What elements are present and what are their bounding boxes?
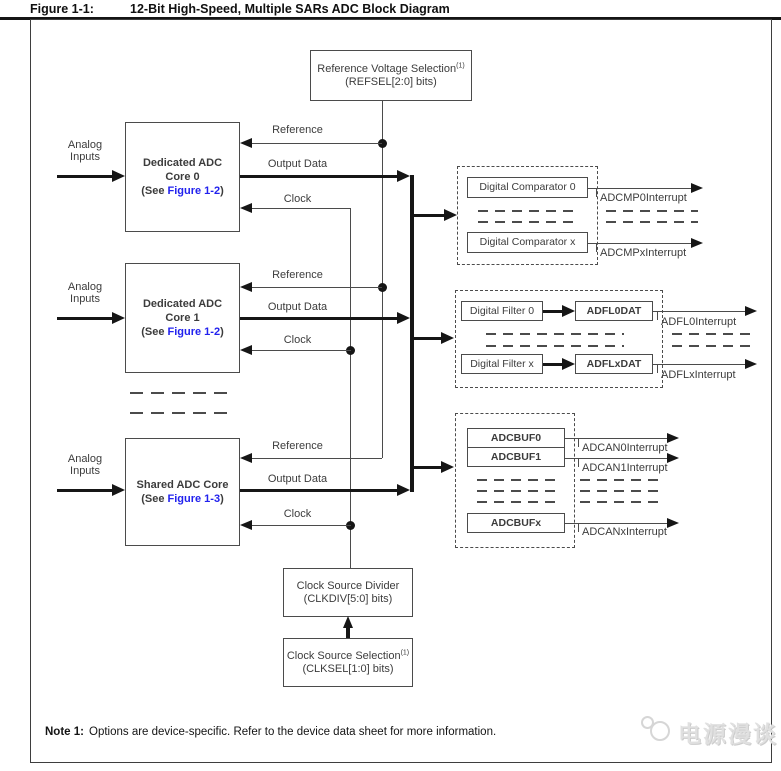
adcbuf0-box: ADCBUF0 xyxy=(467,428,565,448)
clksel-line1: Clock Source Selection$^{(1)}$ xyxy=(286,648,410,662)
adcanx-interrupt-line xyxy=(565,523,668,524)
core1-reference-line xyxy=(251,287,382,288)
core1-clock-line xyxy=(251,350,351,351)
core0-output-data-arrowhead xyxy=(397,170,410,182)
filter0-to-dat-arrowhead xyxy=(562,305,575,317)
adflxdat-box: ADFLxDAT xyxy=(575,354,653,374)
core0-reference-arrowhead xyxy=(240,138,252,148)
shared-output-data-line xyxy=(240,489,398,492)
buffers-right-dash-row-3 xyxy=(580,501,664,503)
core0-reference-line xyxy=(251,143,382,144)
buffers-dash-row-3 xyxy=(477,501,561,503)
adcmp0-interrupt-tick xyxy=(596,189,597,197)
shared-see-line: (See Figure 1-3) xyxy=(141,493,224,505)
clksel-line2: (CLKSEL[1:0] bits) xyxy=(302,662,394,675)
shared-reference-arrowhead xyxy=(240,453,252,463)
adcanx-interrupt-label: ADCANxInterrupt xyxy=(582,526,667,538)
filterx-to-dat-arrowhead xyxy=(562,358,575,370)
adcan1-interrupt-label: ADCAN1Interrupt xyxy=(582,462,668,474)
adcan1-interrupt-line xyxy=(565,458,668,459)
core0-line2: Core 0 xyxy=(165,171,200,183)
bus-to-comparators-line xyxy=(414,214,445,217)
reference-bus-line xyxy=(382,101,383,458)
core1-analog-input-arrowhead xyxy=(112,312,125,324)
core0-see-line: (See Figure 1-2) xyxy=(141,185,224,197)
shared-reference-label: Reference xyxy=(272,440,323,452)
adcan0-interrupt-tick xyxy=(578,439,579,447)
adcan0-interrupt-line xyxy=(565,438,668,439)
core1-clock-arrowhead xyxy=(240,345,252,355)
adcmp0-interrupt-label: ADCMP0Interrupt xyxy=(600,192,687,204)
shared-clock-line xyxy=(251,525,351,526)
shared-analog-input-line xyxy=(57,489,113,492)
core1-see-line: (See Figure 1-2) xyxy=(141,326,224,338)
adcmpx-interrupt-arrowhead xyxy=(691,238,703,248)
buffers-dash-row-2 xyxy=(477,490,561,492)
adfl0-interrupt-line xyxy=(653,311,746,312)
adcan0-interrupt-label: ADCAN0Interrupt xyxy=(582,442,668,454)
adcan1-interrupt-arrowhead xyxy=(667,453,679,463)
core0-output-data-line xyxy=(240,175,398,178)
filterx-to-dat-line xyxy=(543,363,564,366)
adcanx-interrupt-tick xyxy=(578,524,579,532)
core0-analog-input-line xyxy=(57,175,113,178)
core1-reference-arrowhead xyxy=(240,282,252,292)
refsel-line2: (REFSEL[2:0] bits) xyxy=(345,75,437,88)
clkdiv-line2: (CLKDIV[5:0] bits) xyxy=(303,592,393,605)
digital-comparator-x-box: Digital Comparator x xyxy=(467,232,588,253)
core1-output-data-label: Output Data xyxy=(267,301,328,313)
shared-reference-line xyxy=(251,458,382,459)
adflx-interrupt-line xyxy=(653,364,746,365)
adcmp0-interrupt-line xyxy=(588,188,692,189)
filters-right-dash-row-2 xyxy=(672,345,756,347)
core0-line1: Dedicated ADC xyxy=(142,157,223,169)
filters-dash-row-1 xyxy=(486,333,624,335)
note-text: Options are device-specific. Refer to the device data sheet for more information. xyxy=(89,726,497,738)
clksel-to-clkdiv-line xyxy=(346,627,350,638)
note-label: Note 1: xyxy=(45,726,84,738)
adfl0-interrupt-label: ADFL0Interrupt xyxy=(661,316,737,328)
adfl0-interrupt-tick xyxy=(657,312,658,320)
core1-line1: Dedicated ADC xyxy=(142,298,223,310)
watermark-bubble2-icon xyxy=(650,721,670,741)
more-cores-dash-row-1 xyxy=(130,392,228,394)
adcmpx-interrupt-line xyxy=(588,243,692,244)
adcmpx-interrupt-tick xyxy=(596,244,597,252)
core0-reference-label: Reference xyxy=(272,124,323,136)
core0-clock-line xyxy=(251,208,351,209)
core1-clock-label: Clock xyxy=(283,334,312,346)
adcanx-interrupt-arrowhead xyxy=(667,518,679,528)
comparators-dash-row-1 xyxy=(478,210,578,212)
figure-label: Figure 1-1: xyxy=(30,2,94,16)
core1-figure-link[interactable]: Figure 1-2 xyxy=(167,326,221,338)
dedicated-adc-core1-box xyxy=(125,263,240,373)
core1-output-data-line xyxy=(240,317,398,320)
adflx-interrupt-arrowhead xyxy=(745,359,757,369)
core0-figure-link[interactable]: Figure 1-2 xyxy=(167,185,221,197)
core0-clock-arrowhead xyxy=(240,203,252,213)
refsel-footnote: (1) xyxy=(456,61,465,69)
shared-output-data-label: Output Data xyxy=(267,473,328,485)
core1-analog-inputs-label: Analog Inputs xyxy=(67,281,103,305)
shared-output-data-arrowhead xyxy=(397,484,410,496)
clock-source-divider-box xyxy=(283,568,413,617)
clkdiv-line1: Clock Source Divider xyxy=(296,579,400,592)
reference-voltage-selection-box xyxy=(310,50,472,101)
filter0-to-dat-line xyxy=(543,310,564,313)
adcbufx-box: ADCBUFx xyxy=(467,513,565,533)
shared-clock-label: Clock xyxy=(283,508,312,520)
core1-analog-input-line xyxy=(57,317,113,320)
buffers-right-dash-row-2 xyxy=(580,490,664,492)
core0-analog-input-arrowhead xyxy=(112,170,125,182)
watermark-text: 电源漫谈 xyxy=(678,721,778,747)
adcmpx-interrupt-label: ADCMPxInterrupt xyxy=(600,247,687,259)
shared-clock-arrowhead xyxy=(240,520,252,530)
adcan0-interrupt-arrowhead xyxy=(667,433,679,443)
clksel-footnote: (1) xyxy=(400,648,410,656)
dedicated-adc-core0-box xyxy=(125,122,240,232)
comparators-dash-row-2 xyxy=(478,221,578,223)
filters-dash-row-2 xyxy=(486,345,624,347)
digital-comparator-0-box: Digital Comparator 0 xyxy=(467,177,588,198)
bus-to-buffers-arrowhead xyxy=(441,461,454,473)
bus-to-filters-line xyxy=(414,337,442,340)
output-data-bus-line xyxy=(410,175,414,492)
adcan1-interrupt-tick xyxy=(578,459,579,467)
filters-right-dash-row-1 xyxy=(672,333,756,335)
adcbuf1-box: ADCBUF1 xyxy=(467,447,565,467)
adflx-interrupt-tick xyxy=(657,365,658,373)
core1-reference-label: Reference xyxy=(272,269,323,281)
figure-title: 12-Bit High-Speed, Multiple SARs ADC Block Diagram xyxy=(130,2,450,16)
buffers-dash-row-1 xyxy=(477,479,561,481)
core1-line2: Core 1 xyxy=(165,312,200,324)
shared-adc-core-box xyxy=(125,438,240,546)
clock-source-selection-box xyxy=(283,638,413,687)
shared-analog-inputs-label: Analog Inputs xyxy=(67,453,103,477)
shared-analog-input-arrowhead xyxy=(112,484,125,496)
core0-clock-label: Clock xyxy=(283,193,312,205)
shared-line1: Shared ADC Core xyxy=(136,479,229,491)
digital-filter-x-box: Digital Filter x xyxy=(461,354,543,374)
buffers-right-dash-row-1 xyxy=(580,479,664,481)
more-cores-dash-row-2 xyxy=(130,412,228,414)
bus-to-comparators-arrowhead xyxy=(444,209,457,221)
clksel-to-clkdiv-arrowhead xyxy=(343,616,353,628)
core0-analog-inputs-label: Analog Inputs xyxy=(67,139,103,163)
digital-filter-0-box: Digital Filter 0 xyxy=(461,301,543,321)
core0-output-data-label: Output Data xyxy=(267,158,328,170)
comparators-right-dash-row-2 xyxy=(606,221,698,223)
refsel-line1: Reference Voltage Selection$^{(1)}$ xyxy=(317,61,465,75)
comparators-right-dash-row-1 xyxy=(606,210,698,212)
adfl0-interrupt-arrowhead xyxy=(745,306,757,316)
core1-output-data-arrowhead xyxy=(397,312,410,324)
adcmp0-interrupt-arrowhead xyxy=(691,183,703,193)
shared-figure-link[interactable]: Figure 1-3 xyxy=(167,493,221,505)
adfl0dat-box: ADFL0DAT xyxy=(575,301,653,321)
bus-to-buffers-line xyxy=(414,466,442,469)
bus-to-filters-arrowhead xyxy=(441,332,454,344)
adflx-interrupt-label: ADFLxInterrupt xyxy=(661,369,736,381)
